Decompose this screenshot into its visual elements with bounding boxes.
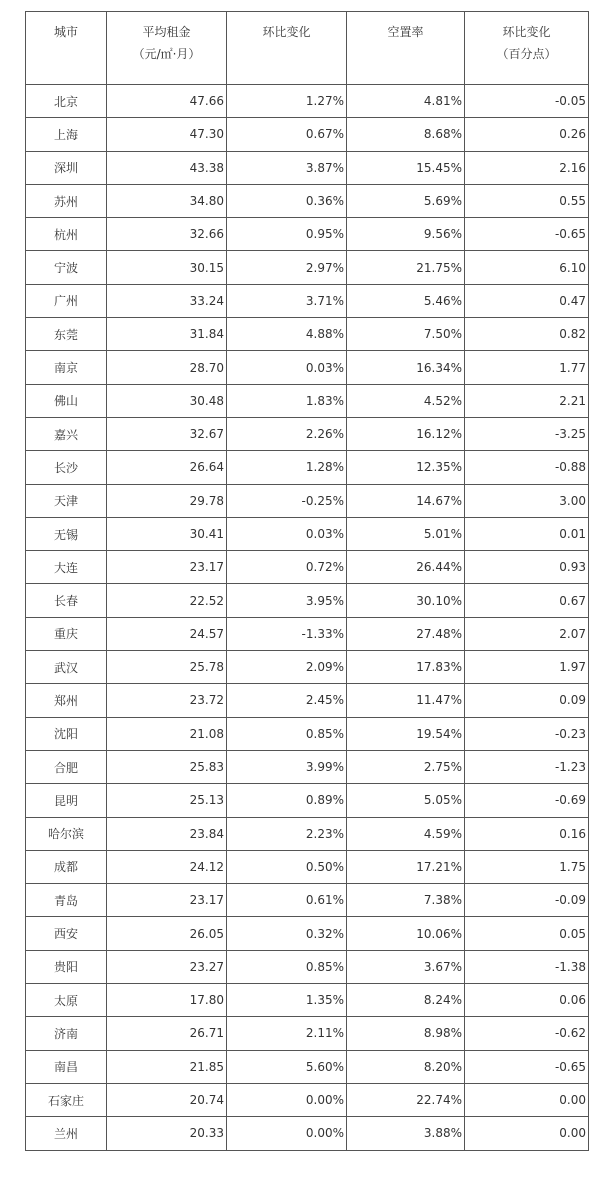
cell-city: 苏州 [26,184,107,217]
cell-rent-change: 2.97% [227,251,347,284]
table-row [26,151,589,184]
cell-city: 贵阳 [26,950,107,983]
cell-rent-change: 3.95% [227,584,347,617]
header-row [26,12,589,85]
cell-vacancy-rate: 19.54% [347,717,465,750]
cell-rent-change: 5.60% [227,1050,347,1083]
cell-vacancy-rate: 8.68% [347,118,465,151]
cell-city: 郑州 [26,684,107,717]
cell-vacancy-rate: 26.44% [347,551,465,584]
cell-avg-rent: 23.72 [107,684,227,717]
cell-rent-change: 0.85% [227,950,347,983]
cell-city: 石家庄 [26,1083,107,1116]
cell-city: 长春 [26,584,107,617]
header-rent-change: 环比变化 [227,12,347,85]
table-row [26,884,589,917]
cell-avg-rent: 20.74 [107,1083,227,1116]
cell-avg-rent: 30.15 [107,251,227,284]
cell-vacancy-change: -1.23 [465,750,589,783]
cell-avg-rent: 24.12 [107,850,227,883]
cell-avg-rent: 34.80 [107,184,227,217]
cell-avg-rent: 23.17 [107,884,227,917]
cell-rent-change: 0.89% [227,784,347,817]
cell-city: 武汉 [26,651,107,684]
cell-avg-rent: 32.66 [107,218,227,251]
cell-city: 昆明 [26,784,107,817]
cell-avg-rent: 25.83 [107,750,227,783]
cell-vacancy-change: -0.62 [465,1017,589,1050]
cell-city: 深圳 [26,151,107,184]
table-row [26,1050,589,1083]
cell-vacancy-change: 0.01 [465,517,589,550]
cell-avg-rent: 31.84 [107,318,227,351]
cell-rent-change: 0.03% [227,517,347,550]
cell-vacancy-rate: 4.59% [347,817,465,850]
cell-city: 佛山 [26,384,107,417]
table-row [26,284,589,317]
cell-avg-rent: 23.84 [107,817,227,850]
cell-rent-change: 3.71% [227,284,347,317]
cell-city: 合肥 [26,750,107,783]
table-row [26,950,589,983]
cell-avg-rent: 25.78 [107,651,227,684]
table-row [26,1117,589,1150]
cell-city: 兰州 [26,1117,107,1150]
cell-avg-rent: 43.38 [107,151,227,184]
cell-vacancy-rate: 7.38% [347,884,465,917]
cell-rent-change: 2.11% [227,1017,347,1050]
cell-rent-change: 2.45% [227,684,347,717]
cell-avg-rent: 29.78 [107,484,227,517]
cell-vacancy-change: 0.05 [465,917,589,950]
cell-rent-change: 3.99% [227,750,347,783]
cell-city: 大连 [26,551,107,584]
table-row [26,451,589,484]
table-row [26,750,589,783]
cell-avg-rent: 20.33 [107,1117,227,1150]
cell-vacancy-rate: 5.69% [347,184,465,217]
cell-vacancy-change: -0.65 [465,218,589,251]
cell-rent-change: 0.72% [227,551,347,584]
cell-vacancy-change: 0.26 [465,118,589,151]
table-row [26,651,589,684]
cell-rent-change: 0.61% [227,884,347,917]
cell-vacancy-change: 0.55 [465,184,589,217]
cell-rent-change: 2.26% [227,417,347,450]
table-row [26,717,589,750]
cell-vacancy-rate: 17.21% [347,850,465,883]
cell-vacancy-rate: 3.88% [347,1117,465,1150]
cell-vacancy-rate: 11.47% [347,684,465,717]
cell-rent-change: 0.95% [227,218,347,251]
cell-vacancy-change: -0.88 [465,451,589,484]
cell-vacancy-change: 0.09 [465,684,589,717]
cell-vacancy-rate: 5.46% [347,284,465,317]
cell-vacancy-rate: 2.75% [347,750,465,783]
cell-vacancy-rate: 22.74% [347,1083,465,1116]
cell-avg-rent: 30.41 [107,517,227,550]
cell-vacancy-change: -1.38 [465,950,589,983]
cell-city: 沈阳 [26,717,107,750]
table-row [26,417,589,450]
cell-rent-change: 1.28% [227,451,347,484]
cell-vacancy-rate: 8.24% [347,984,465,1017]
table-row [26,184,589,217]
cell-city: 无锡 [26,517,107,550]
table-row [26,85,589,118]
cell-city: 济南 [26,1017,107,1050]
cell-vacancy-change: 0.00 [465,1083,589,1116]
cell-vacancy-change: -0.09 [465,884,589,917]
cell-vacancy-change: -0.05 [465,85,589,118]
cell-vacancy-change: 3.00 [465,484,589,517]
cell-city: 成都 [26,850,107,883]
cell-vacancy-change: -3.25 [465,417,589,450]
cell-vacancy-change: 0.47 [465,284,589,317]
table-row [26,584,589,617]
cell-city: 南京 [26,351,107,384]
cell-city: 重庆 [26,617,107,650]
cell-vacancy-rate: 10.06% [347,917,465,950]
cell-vacancy-change: 0.16 [465,817,589,850]
header-vacancy-change: 环比变化 （百分点） [465,12,589,85]
cell-vacancy-rate: 8.98% [347,1017,465,1050]
cell-avg-rent: 21.08 [107,717,227,750]
cell-rent-change: -1.33% [227,617,347,650]
cell-avg-rent: 47.66 [107,85,227,118]
cell-rent-change: -0.25% [227,484,347,517]
cell-vacancy-rate: 17.83% [347,651,465,684]
cell-vacancy-rate: 16.12% [347,417,465,450]
cell-avg-rent: 33.24 [107,284,227,317]
cell-rent-change: 1.83% [227,384,347,417]
cell-vacancy-rate: 5.01% [347,517,465,550]
cell-vacancy-change: 6.10 [465,251,589,284]
table-row [26,1017,589,1050]
cell-city: 南昌 [26,1050,107,1083]
cell-rent-change: 0.03% [227,351,347,384]
table-row [26,684,589,717]
table-body [26,85,589,1151]
cell-rent-change: 2.09% [227,651,347,684]
table-row [26,817,589,850]
cell-avg-rent: 32.67 [107,417,227,450]
cell-rent-change: 4.88% [227,318,347,351]
cell-vacancy-change: 2.16 [465,151,589,184]
table-row [26,551,589,584]
cell-rent-change: 1.27% [227,85,347,118]
cell-vacancy-change: 1.97 [465,651,589,684]
table-row [26,318,589,351]
cell-city: 北京 [26,85,107,118]
cell-avg-rent: 24.57 [107,617,227,650]
cell-vacancy-rate: 7.50% [347,318,465,351]
table-row [26,351,589,384]
cell-vacancy-rate: 30.10% [347,584,465,617]
cell-avg-rent: 26.71 [107,1017,227,1050]
cell-vacancy-rate: 16.34% [347,351,465,384]
cell-vacancy-rate: 4.81% [347,85,465,118]
cell-vacancy-rate: 5.05% [347,784,465,817]
cell-vacancy-change: 1.75 [465,850,589,883]
cell-vacancy-change: -0.23 [465,717,589,750]
cell-vacancy-change: 2.07 [465,617,589,650]
cell-city: 广州 [26,284,107,317]
cell-vacancy-rate: 12.35% [347,451,465,484]
table-row [26,251,589,284]
header-vacancy-rate: 空置率 [347,12,465,85]
cell-city: 哈尔滨 [26,817,107,850]
cell-rent-change: 0.85% [227,717,347,750]
cell-rent-change: 2.23% [227,817,347,850]
cell-avg-rent: 28.70 [107,351,227,384]
cell-city: 长沙 [26,451,107,484]
table-row [26,984,589,1017]
cell-rent-change: 0.32% [227,917,347,950]
table-header [26,12,589,85]
cell-avg-rent: 26.64 [107,451,227,484]
cell-vacancy-rate: 15.45% [347,151,465,184]
cell-vacancy-change: 0.00 [465,1117,589,1150]
table-row [26,484,589,517]
header-avg-rent: 平均租金 （元/㎡·月） [107,12,227,85]
cell-avg-rent: 23.17 [107,551,227,584]
rent-vacancy-table [25,11,589,1151]
table-row [26,850,589,883]
cell-vacancy-change: 2.21 [465,384,589,417]
cell-vacancy-change: 0.82 [465,318,589,351]
table-row [26,617,589,650]
cell-rent-change: 3.87% [227,151,347,184]
cell-vacancy-rate: 14.67% [347,484,465,517]
cell-vacancy-change: -0.69 [465,784,589,817]
cell-avg-rent: 17.80 [107,984,227,1017]
cell-rent-change: 0.00% [227,1083,347,1116]
cell-city: 青岛 [26,884,107,917]
cell-city: 太原 [26,984,107,1017]
table-row [26,384,589,417]
cell-city: 宁波 [26,251,107,284]
cell-rent-change: 0.67% [227,118,347,151]
table-row [26,1083,589,1116]
cell-avg-rent: 30.48 [107,384,227,417]
table-row [26,784,589,817]
cell-avg-rent: 21.85 [107,1050,227,1083]
cell-vacancy-rate: 9.56% [347,218,465,251]
cell-avg-rent: 47.30 [107,118,227,151]
cell-rent-change: 0.00% [227,1117,347,1150]
cell-vacancy-rate: 21.75% [347,251,465,284]
cell-city: 杭州 [26,218,107,251]
cell-rent-change: 0.36% [227,184,347,217]
cell-vacancy-change: -0.65 [465,1050,589,1083]
cell-city: 嘉兴 [26,417,107,450]
cell-avg-rent: 25.13 [107,784,227,817]
cell-city: 东莞 [26,318,107,351]
cell-vacancy-rate: 8.20% [347,1050,465,1083]
cell-rent-change: 0.50% [227,850,347,883]
table-row [26,917,589,950]
cell-vacancy-change: 0.06 [465,984,589,1017]
cell-avg-rent: 26.05 [107,917,227,950]
cell-avg-rent: 23.27 [107,950,227,983]
table-row [26,218,589,251]
cell-vacancy-rate: 3.67% [347,950,465,983]
table-row [26,517,589,550]
cell-vacancy-change: 0.93 [465,551,589,584]
cell-vacancy-change: 1.77 [465,351,589,384]
table-row [26,118,589,151]
cell-vacancy-rate: 4.52% [347,384,465,417]
cell-city: 上海 [26,118,107,151]
cell-rent-change: 1.35% [227,984,347,1017]
cell-avg-rent: 22.52 [107,584,227,617]
cell-vacancy-change: 0.67 [465,584,589,617]
header-city: 城市 [26,12,107,85]
cell-vacancy-rate: 27.48% [347,617,465,650]
cell-city: 天津 [26,484,107,517]
cell-city: 西安 [26,917,107,950]
